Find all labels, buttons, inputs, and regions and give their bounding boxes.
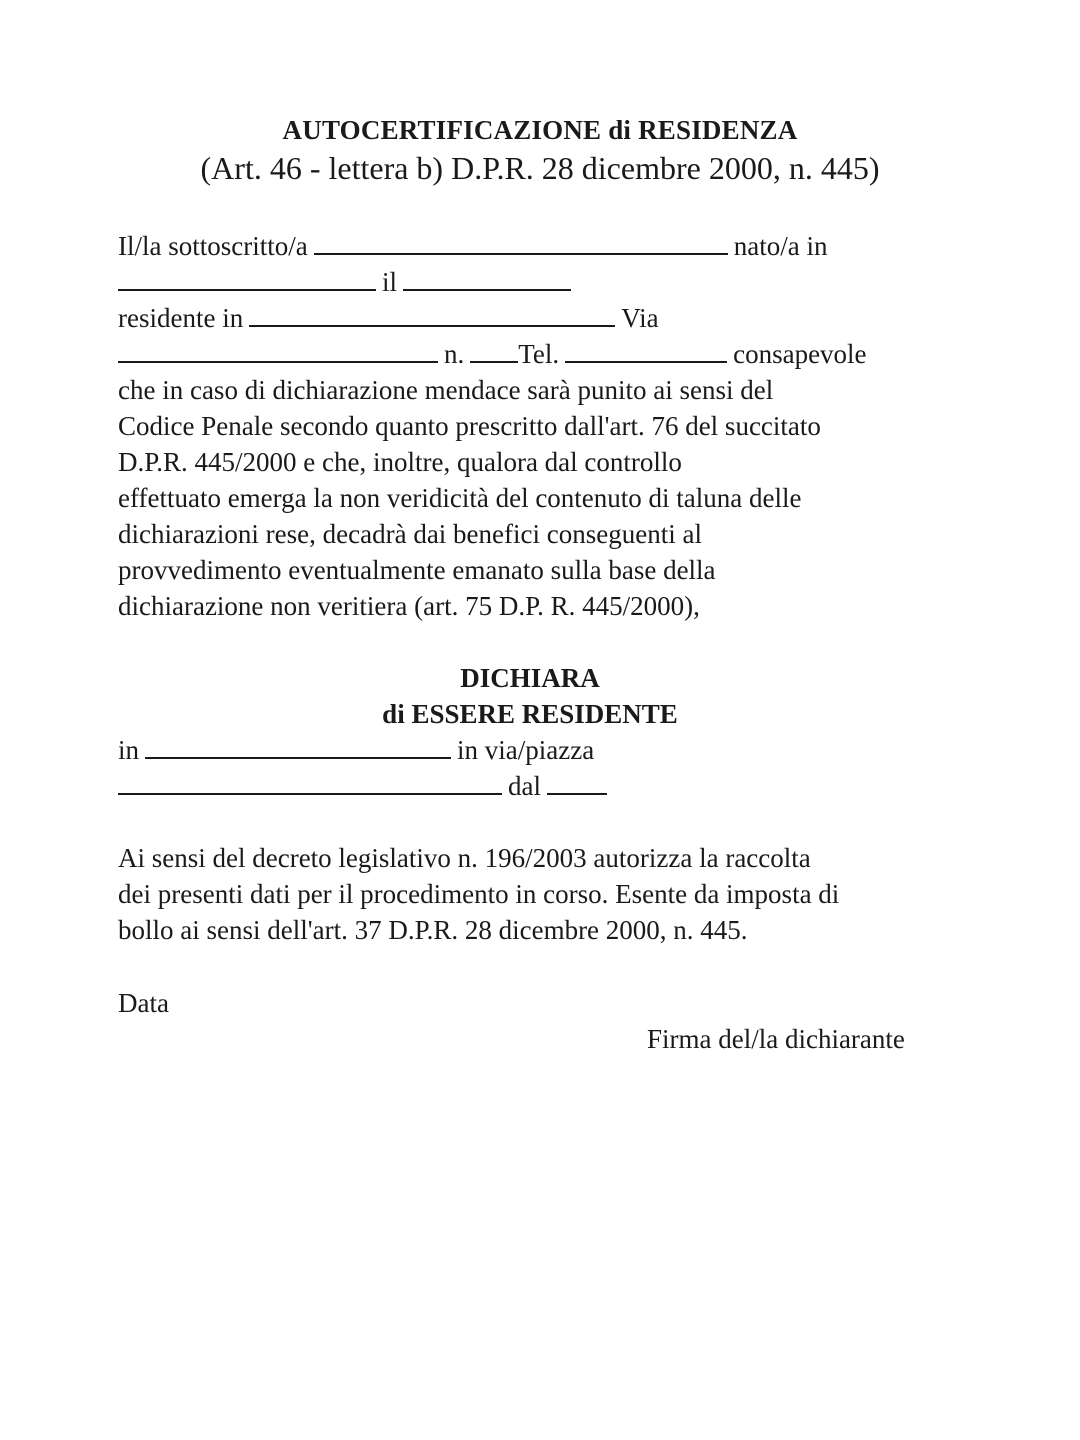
line-residence-street (118, 768, 613, 804)
line-residente (118, 300, 659, 336)
nato-label: nato/a in (733, 231, 828, 261)
body-line: dichiarazione non veritiera (art. 75 D.P. R. 445/2000), (118, 591, 700, 621)
body-line: provvedimento eventualmente emanato sulla base della (118, 555, 716, 585)
privacy-line: Ai sensi del decreto legislativo n. 196/2003 autorizza la raccolta (118, 843, 811, 873)
declaration-paragraph (118, 372, 958, 624)
body-line: dichiarazioni rese, decadrà dai benefici conseguenti al (118, 519, 702, 549)
date-label: Data (118, 988, 169, 1018)
document-title: AUTOCERTIFICAZIONE di RESIDENZA (282, 115, 798, 145)
line-address (118, 336, 867, 372)
body-line: che in caso di dichiarazione mendace sarà punito ai sensi del (118, 375, 774, 405)
number-blank[interactable] (470, 337, 518, 363)
privacy-paragraph (118, 840, 968, 948)
birthplace-blank[interactable] (118, 265, 376, 291)
declared-city-blank[interactable] (145, 733, 451, 759)
signature-label: Firma del/la dichiarante (647, 1024, 905, 1054)
name-blank[interactable] (314, 229, 728, 255)
line-sottoscritto (118, 228, 827, 264)
line-residence-city (118, 732, 594, 768)
document-subtitle: (Art. 46 - lettera b) D.P.R. 28 dicembre 2000, n. 445) (200, 150, 880, 186)
declared-street-blank[interactable] (118, 769, 502, 795)
in-label: in (118, 735, 140, 765)
sottoscritto-label: Il/la sottoscritto/a (118, 231, 308, 261)
consapevole-label: consapevole (733, 339, 867, 369)
privacy-line: bollo ai sensi dell'art. 37 D.P.R. 28 dicembre 2000, n. 445. (118, 915, 748, 945)
residente-label: residente in (118, 303, 244, 333)
essere-residente-heading: di ESSERE RESIDENTE (382, 699, 678, 729)
privacy-line: dei presenti dati per il procedimento in corso. Esente da imposta di (118, 879, 840, 909)
body-line: D.P.R. 445/2000 e che, inoltre, qualora dal controllo (118, 447, 682, 477)
line-birthplace (118, 264, 577, 300)
tel-blank[interactable] (565, 337, 727, 363)
since-date-blank[interactable] (547, 769, 607, 795)
tel-label: Tel. (518, 339, 560, 369)
dichiara-heading: DICHIARA (460, 663, 600, 693)
body-line: Codice Penale secondo quanto prescritto dall'art. 76 del succitato (118, 411, 821, 441)
street-blank[interactable] (118, 337, 438, 363)
n-label: n. (444, 339, 465, 369)
birthdate-blank[interactable] (403, 265, 571, 291)
via-piazza-label: in via/piazza (457, 735, 595, 765)
residence-city-blank[interactable] (249, 301, 615, 327)
body-line: effettuato emerga la non veridicità del contenuto di taluna delle (118, 483, 802, 513)
il-label: il (382, 267, 398, 297)
dal-label: dal (508, 771, 541, 801)
via-label: Via (621, 303, 659, 333)
